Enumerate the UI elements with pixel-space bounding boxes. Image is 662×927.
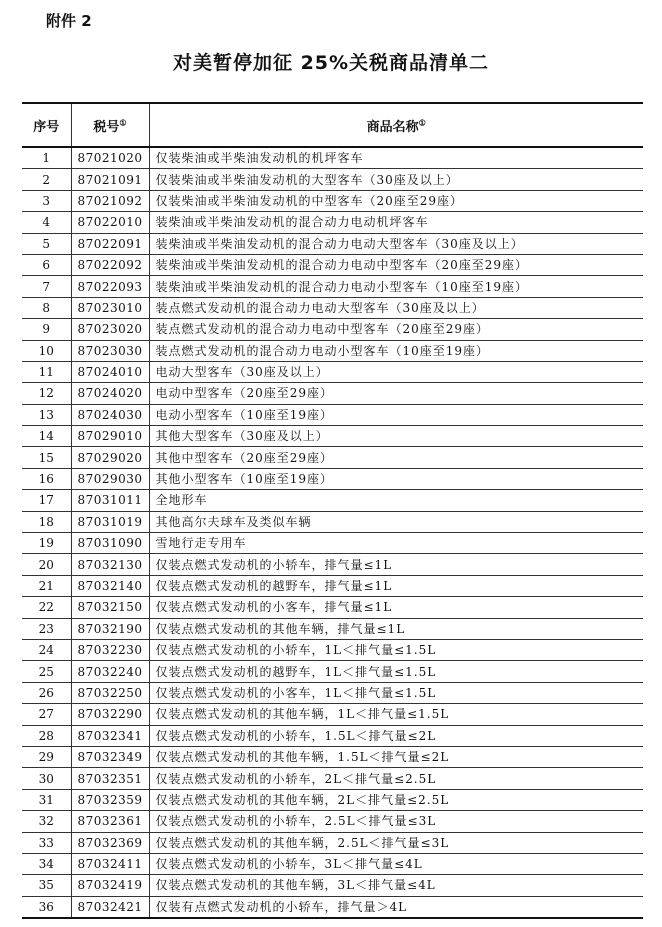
- row-seq-cell: 28: [22, 725, 71, 746]
- table-row: [22, 597, 643, 618]
- row-name-cell: 仅装点燃式发动机的小轿车，1.5L＜排气量≤2L: [149, 725, 643, 746]
- row-seq-cell: 2: [22, 169, 71, 190]
- row-name-cell: 其他中型客车（20座至29座）: [149, 447, 643, 468]
- header-code: 税号①: [71, 103, 149, 147]
- table-row: [22, 233, 643, 254]
- row-code-cell: 87022091: [71, 233, 149, 254]
- table-row: [22, 789, 643, 810]
- row-seq-cell: 17: [22, 490, 71, 511]
- table-row: [22, 618, 643, 639]
- row-name-cell: 仅装柴油或半柴油发动机的大型客车（30座及以上）: [149, 169, 643, 190]
- row-name-cell: 其他大型客车（30座及以上）: [149, 426, 643, 447]
- row-seq-cell: 18: [22, 511, 71, 532]
- row-name-cell: 仅装点燃式发动机的越野车，1L＜排气量≤1.5L: [149, 661, 643, 682]
- row-seq-cell: 11: [22, 361, 71, 382]
- row-seq-cell: 34: [22, 853, 71, 874]
- row-name-cell: 仅装点燃式发动机的小轿车，排气量≤1L: [149, 554, 643, 575]
- row-code-cell: 87023030: [71, 340, 149, 361]
- row-seq-cell: 12: [22, 383, 71, 404]
- row-code-cell: 87032341: [71, 725, 149, 746]
- row-seq-cell: 21: [22, 575, 71, 596]
- row-name-cell: 装柴油或半柴油发动机的混合动力电动大型客车（30座及以上）: [149, 233, 643, 254]
- row-seq-cell: 33: [22, 832, 71, 853]
- row-code-cell: 87021020: [71, 147, 149, 169]
- row-name-cell: 装柴油或半柴油发动机的混合动力电动中型客车（20座至29座）: [149, 254, 643, 275]
- row-name-cell: 电动大型客车（30座及以上）: [149, 361, 643, 382]
- table-row: [22, 297, 643, 318]
- table-row: [22, 383, 643, 404]
- row-seq-cell: 9: [22, 319, 71, 340]
- table-row: [22, 725, 643, 746]
- table-row: [22, 682, 643, 703]
- row-seq-cell: 14: [22, 426, 71, 447]
- row-code-cell: 87022092: [71, 254, 149, 275]
- row-code-cell: 87029010: [71, 426, 149, 447]
- table-row: [22, 490, 643, 511]
- row-name-cell: 雪地行走专用车: [149, 533, 643, 554]
- row-code-cell: 87024020: [71, 383, 149, 404]
- table-row: [22, 147, 643, 169]
- row-code-cell: 87032290: [71, 704, 149, 725]
- row-code-cell: 87032419: [71, 875, 149, 896]
- row-code-cell: 87021091: [71, 169, 149, 190]
- table-row: [22, 361, 643, 382]
- row-seq-cell: 5: [22, 233, 71, 254]
- table-row: [22, 212, 643, 233]
- row-code-cell: 87023010: [71, 297, 149, 318]
- table-row: [22, 426, 643, 447]
- row-name-cell: 仅装点燃式发动机的其他车辆，3L＜排气量≤4L: [149, 875, 643, 896]
- table-row: [22, 190, 643, 211]
- table-row: [22, 832, 643, 853]
- row-name-cell: 装点燃式发动机的混合动力电动小型客车（10座至19座）: [149, 340, 643, 361]
- row-code-cell: 87032359: [71, 789, 149, 810]
- row-code-cell: 87031090: [71, 533, 149, 554]
- row-seq-cell: 7: [22, 276, 71, 297]
- row-code-cell: 87024010: [71, 361, 149, 382]
- row-seq-cell: 29: [22, 746, 71, 767]
- row-code-cell: 87032240: [71, 661, 149, 682]
- row-code-cell: 87032369: [71, 832, 149, 853]
- row-name-cell: 仅装柴油或半柴油发动机的中型客车（20座至29座）: [149, 190, 643, 211]
- row-name-cell: 装点燃式发动机的混合动力电动大型客车（30座及以上）: [149, 297, 643, 318]
- row-code-cell: 87032351: [71, 768, 149, 789]
- row-seq-cell: 19: [22, 533, 71, 554]
- row-name-cell: 仅装点燃式发动机的小轿车，2L＜排气量≤2.5L: [149, 768, 643, 789]
- table-row: [22, 511, 643, 532]
- table-row: [22, 340, 643, 361]
- row-code-cell: 87031011: [71, 490, 149, 511]
- table-row: [22, 639, 643, 660]
- row-seq-cell: 13: [22, 404, 71, 425]
- table-row: [22, 254, 643, 275]
- row-name-cell: 全地形车: [149, 490, 643, 511]
- row-code-cell: 87022093: [71, 276, 149, 297]
- header-name: 商品名称①: [149, 103, 643, 147]
- table-row: [22, 554, 643, 575]
- row-code-cell: 87032140: [71, 575, 149, 596]
- table-row: [22, 575, 643, 596]
- row-name-cell: 仅装柴油或半柴油发动机的机坪客车: [149, 147, 643, 169]
- table-row: [22, 533, 643, 554]
- row-code-cell: 87032130: [71, 554, 149, 575]
- row-code-cell: 87032349: [71, 746, 149, 767]
- row-name-cell: 仅装点燃式发动机的其他车辆，排气量≤1L: [149, 618, 643, 639]
- table-body: [22, 147, 643, 918]
- row-name-cell: 电动中型客车（20座至29座）: [149, 383, 643, 404]
- row-seq-cell: 8: [22, 297, 71, 318]
- table-row: [22, 811, 643, 832]
- table-row: [22, 169, 643, 190]
- tariff-table: [22, 102, 643, 919]
- row-seq-cell: 10: [22, 340, 71, 361]
- row-seq-cell: 3: [22, 190, 71, 211]
- footnote-mark: ①: [119, 117, 127, 128]
- table-row: [22, 468, 643, 489]
- row-seq-cell: 22: [22, 597, 71, 618]
- table-row: [22, 704, 643, 725]
- row-name-cell: 仅装点燃式发动机的其他车辆，2L＜排气量≤2.5L: [149, 789, 643, 810]
- row-code-cell: 87023020: [71, 319, 149, 340]
- row-name-cell: 仅装点燃式发动机的其他车辆，1.5L＜排气量≤2L: [149, 746, 643, 767]
- row-code-cell: 87021092: [71, 190, 149, 211]
- row-name-cell: 装柴油或半柴油发动机的混合动力电动机坪客车: [149, 212, 643, 233]
- row-code-cell: 87029020: [71, 447, 149, 468]
- row-name-cell: 装点燃式发动机的混合动力电动中型客车（20座至29座）: [149, 319, 643, 340]
- row-name-cell: 仅装点燃式发动机的小客车，1L＜排气量≤1.5L: [149, 682, 643, 703]
- row-seq-cell: 20: [22, 554, 71, 575]
- row-code-cell: 87022010: [71, 212, 149, 233]
- row-seq-cell: 30: [22, 768, 71, 789]
- row-name-cell: 仅装点燃式发动机的小客车，排气量≤1L: [149, 597, 643, 618]
- row-code-cell: 87032250: [71, 682, 149, 703]
- row-name-cell: 仅装点燃式发动机的小轿车，2.5L＜排气量≤3L: [149, 811, 643, 832]
- row-code-cell: 87032411: [71, 853, 149, 874]
- table-row: [22, 319, 643, 340]
- attachment-label: 附件 2: [46, 12, 92, 30]
- row-name-cell: 仅装点燃式发动机的越野车，排气量≤1L: [149, 575, 643, 596]
- row-seq-cell: 25: [22, 661, 71, 682]
- row-code-cell: 87032421: [71, 896, 149, 918]
- row-name-cell: 仅装点燃式发动机的小轿车，3L＜排气量≤4L: [149, 853, 643, 874]
- row-seq-cell: 16: [22, 468, 71, 489]
- row-seq-cell: 24: [22, 639, 71, 660]
- row-code-cell: 87031019: [71, 511, 149, 532]
- row-seq-cell: 15: [22, 447, 71, 468]
- table-row: [22, 746, 643, 767]
- table-row: [22, 447, 643, 468]
- table-row: [22, 661, 643, 682]
- row-name-cell: 仅装点燃式发动机的其他车辆，1L＜排气量≤1.5L: [149, 704, 643, 725]
- page-title: 对美暂停加征 25%关税商品清单二: [172, 52, 490, 74]
- row-code-cell: 87032190: [71, 618, 149, 639]
- row-seq-cell: 4: [22, 212, 71, 233]
- table-row: [22, 276, 643, 297]
- table-row: [22, 853, 643, 874]
- row-code-cell: 87032150: [71, 597, 149, 618]
- row-name-cell: 装柴油或半柴油发动机的混合动力电动小型客车（10座至19座）: [149, 276, 643, 297]
- row-code-cell: 87029030: [71, 468, 149, 489]
- row-seq-cell: 26: [22, 682, 71, 703]
- row-seq-cell: 36: [22, 896, 71, 918]
- row-seq-cell: 31: [22, 789, 71, 810]
- table-row: [22, 404, 643, 425]
- table-row: [22, 875, 643, 896]
- row-name-cell: 电动小型客车（10座至19座）: [149, 404, 643, 425]
- row-seq-cell: 1: [22, 147, 71, 169]
- row-seq-cell: 35: [22, 875, 71, 896]
- row-name-cell: 仅装点燃式发动机的其他车辆，2.5L＜排气量≤3L: [149, 832, 643, 853]
- row-seq-cell: 6: [22, 254, 71, 275]
- table-row: [22, 768, 643, 789]
- table-header-row: [22, 103, 643, 147]
- row-name-cell: 仅装有点燃式发动机的小轿车，排气量＞4L: [149, 896, 643, 918]
- row-code-cell: 87024030: [71, 404, 149, 425]
- table-row: [22, 896, 643, 918]
- header-seq: 序号: [22, 103, 71, 147]
- row-name-cell: 其他高尔夫球车及类似车辆: [149, 511, 643, 532]
- row-name-cell: 其他小型客车（10座至19座）: [149, 468, 643, 489]
- row-code-cell: 87032361: [71, 811, 149, 832]
- row-seq-cell: 27: [22, 704, 71, 725]
- row-name-cell: 仅装点燃式发动机的小轿车，1L＜排气量≤1.5L: [149, 639, 643, 660]
- row-seq-cell: 32: [22, 811, 71, 832]
- row-code-cell: 87032230: [71, 639, 149, 660]
- row-seq-cell: 23: [22, 618, 71, 639]
- footnote-mark: ①: [418, 117, 426, 128]
